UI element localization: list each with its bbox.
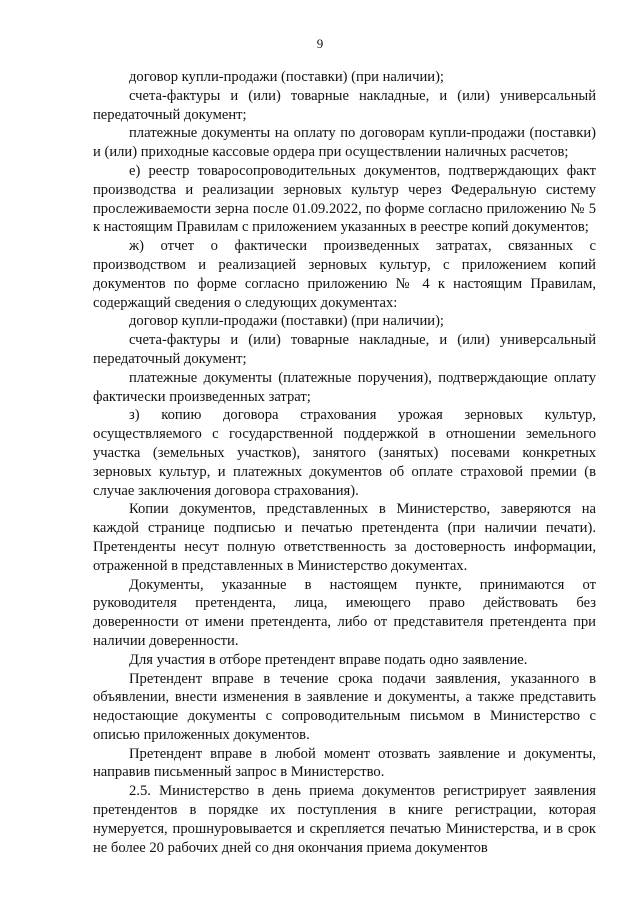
paragraph: Претендент вправе в течение срока подачи заявления, указанного в объявлении, внести изменения в заявление и документы, а также представить недостающие документы с сопроводительным письмом в Министерство с описью приложенных документов. (93, 670, 596, 743)
paragraph: договор купли-продажи (поставки) (при наличии); (129, 69, 444, 85)
paragraph: платежные документы (платежные поручения), подтверждающие оплату фактически произведенных затрат; (93, 369, 596, 405)
paragraph: з) копию договора страхования урожая зерновых культур, осуществляемого с государственной поддержкой в отношении земельного участка (земельных участков), занятого (занятых) посевами конкретных зерновых культур, и платежных документов об оплате страховой премии (в случае заключения договора страхования). (93, 407, 596, 499)
paragraph: е) реестр товаросопроводительных документов, подтверждающих факт производства и реализации зерновых культур через Федеральную систему прослеживаемости зерна после 01.09.2022, по форме согласно приложению № 5 к настоящим Правилам с приложением указанных в реестре копий документов; (93, 162, 596, 236)
paragraph: Претендент вправе в любой момент отозвать заявление и документы, направив письменный запрос в Министерство. (93, 745, 596, 781)
paragraph: ж) отчет о фактически произведенных затратах, связанных с производством и реализацией зерновых культур, с приложением копий документов по форме согласно приложению № 4 к настоящим Правилам, содержащий сведения о следующих документах: (93, 238, 596, 311)
paragraph: счета-фактуры и (или) товарные накладные, и (или) универсальный передаточный документ; (93, 332, 596, 367)
paragraph: Документы, указанные в настоящем пункте, принимаются от руководителя претендента, лица, имеющего право действовать без доверенности от имени претендента, либо от представителя претендента при наличии доверенности. (93, 576, 596, 649)
paragraph: договор купли-продажи (поставки) (при наличии); (129, 313, 444, 330)
paragraph: платежные документы на оплату по договорам купли-продажи (поставки) и (или) приходные кассовые ордера при осуществлении наличных расчетов; (93, 125, 596, 161)
paragraph: Копии документов, представленных в Министерство, заверяются на каждой странице подписью и печатью претендента (при наличии печати). Претенденты несут полную ответственность за достоверность информации, отраженной в представленных в Министерство документах. (93, 501, 596, 574)
page-number: 9 (316, 36, 324, 51)
paragraph: счета-фактуры и (или) товарные накладные, и (или) универсальный передаточный документ; (93, 87, 596, 123)
paragraph: 2.5. Министерство в день приема документов регистрирует заявления претендентов в порядке их поступления в книге регистрации, которая нумеруется, прошнуровывается и скрепляется печатью Министерства, и в срок не более 20 рабочих дней со дня окончания приема документов (93, 783, 596, 856)
paragraph: Для участия в отборе претендент вправе подать одно заявление. (129, 651, 528, 668)
document-body (93, 68, 596, 857)
